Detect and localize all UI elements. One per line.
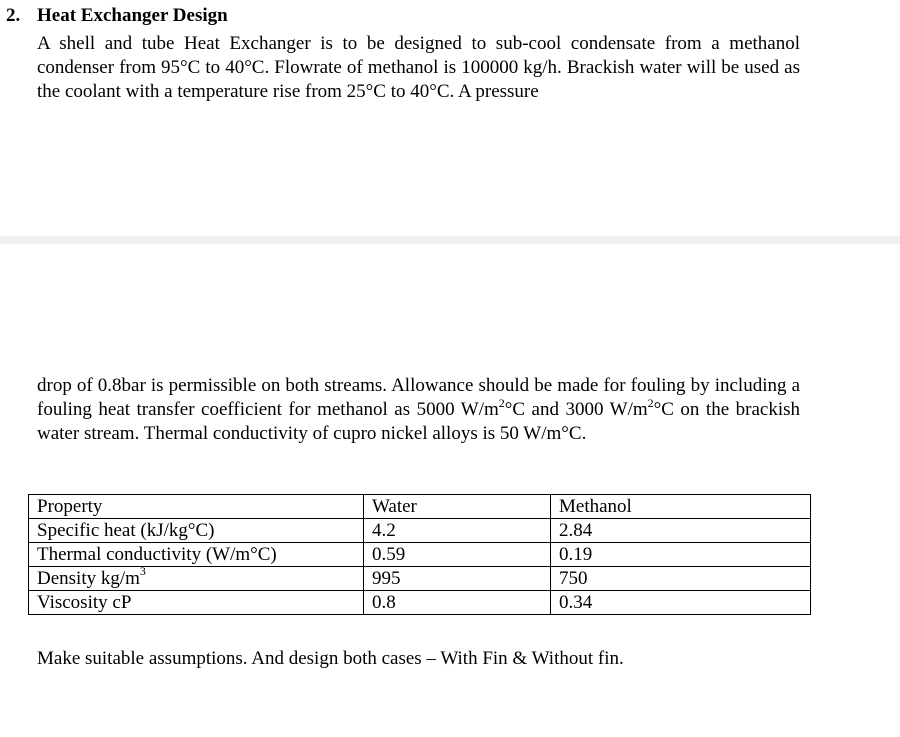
section-heading [6,5,228,27]
section-number: 2. [6,5,21,26]
header-property: Property [29,495,364,519]
cell-property-text: Density kg/m [37,567,140,589]
closing-instruction: Make suitable assumptions. And design both cases – With Fin & Without fin. [37,648,624,669]
properties-table [28,494,811,615]
cell-property: Specific heat (kJ/kg°C) [29,519,364,543]
table-row [29,519,811,543]
table-row [29,591,811,615]
cell-water: 0.8 [364,591,551,615]
header-water: Water [364,495,551,519]
cell-property [29,564,364,591]
cell-water: 995 [364,567,551,591]
cell-property: Viscosity cP [29,591,364,615]
table-row [29,567,811,591]
cell-methanol: 0.19 [551,543,811,567]
paragraph-2-text-a: drop of 0.8bar is permissible on both streams. Allowance should be made for fouling by including a fouling heat transfer coefficient for methanol as 5000 W/m [37,375,800,420]
section-title: Heat Exchanger Design [37,5,228,26]
page-gap-divider [0,236,900,244]
superscript-squared: 2 [498,395,505,410]
paragraph-2-text-b: °C and 3000 W/m [504,399,648,420]
table-row [29,543,811,567]
table-header-row [29,495,811,519]
paragraph-2-text-c: °C on the brackish water stream. Thermal conductivity of cupro nickel alloys is 50 W/m°C. [37,399,800,444]
problem-paragraph-2 [37,374,800,446]
cell-property: Thermal conductivity (W/m°C) [29,543,364,567]
cell-water: 0.59 [364,543,551,567]
superscript-cubed: 3 [139,564,146,579]
cell-methanol: 0.34 [551,591,811,615]
header-methanol: Methanol [551,495,811,519]
cell-methanol: 750 [551,567,811,591]
problem-paragraph-1: A shell and tube Heat Exchanger is to be designed to sub-cool condensate from a methanol condenser from 95°C to 40°C. Flowrate of methanol is 100000 kg/h. Brackish water will be used as the coolant with a temperature rise from 25°C to 40°C. A pressure [37,33,800,102]
cell-water: 4.2 [364,519,551,543]
cell-methanol: 2.84 [551,519,811,543]
superscript-squared: 2 [647,395,654,410]
